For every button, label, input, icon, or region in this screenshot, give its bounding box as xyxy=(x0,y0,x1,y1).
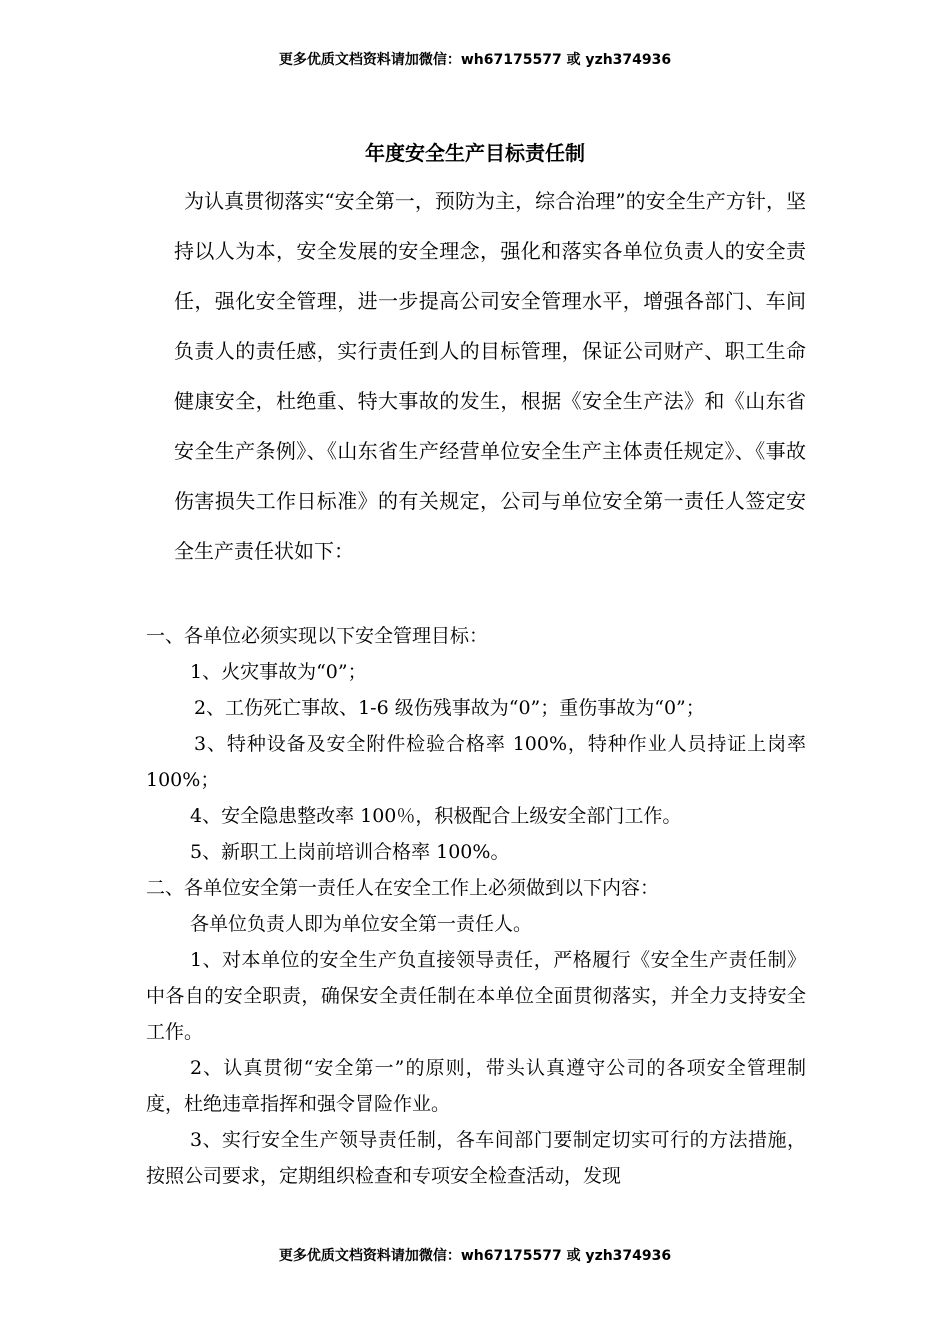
section2-item-2: 2、认真贯彻“安全第一”的原则，带头认真遵守公司的各项安全管理制度，杜绝违章指挥和强令冒险作业。 xyxy=(146,1057,806,1115)
footer-banner: 更多优质文档资料请加微信：wh67175577 或 yzh374936 xyxy=(278,1248,672,1264)
section1-heading: 一、各单位必须实现以下安全管理目标： xyxy=(146,625,489,647)
section2-heading: 二、各单位安全第一责任人在安全工作上必须做到以下内容： xyxy=(146,877,660,899)
document-body xyxy=(146,618,806,1194)
section2-item-3: 3、实行安全生产领导责任制，各车间部门要制定切实可行的方法措施，按照公司要求，定期组织检查和专项安全检查活动，发现 xyxy=(146,1129,806,1187)
document-title: 年度安全生产目标责任制 xyxy=(365,141,585,165)
section1-item-3: 3、特种设备及安全附件检验合格率 100%，特种作业人员持证上岗率 100%； xyxy=(146,733,806,791)
section1-item-4: 4、安全隐患整改率 100％，积极配合上级安全部门工作。 xyxy=(190,805,682,827)
section1-item-1: 1、火灾事故为“0”； xyxy=(190,661,367,683)
header-banner: 更多优质文档资料请加微信：wh67175577 或 yzh374936 xyxy=(278,52,672,68)
section1-item-5: 5、新职工上岗前培训合格率 100%。 xyxy=(190,841,510,863)
intro-paragraph xyxy=(174,176,806,576)
intro-text: 为认真贯彻落实“安全第一，预防为主，综合治理”的安全生产方针，坚持以人为本，安全发展的安全理念，强化和落实各单位负责人的安全责任，强化安全管理，进一步提高公司安全管理水平，增强各部门、车间负责人的责任感，实行责任到人的目标管理，保证公司财产、职工生命健康安全，杜绝重、特大事故的发生，根据《安全生产法》和《山东省安全生产条例》、《山东省生产经营单位安全生产主体责任规定》、《事故伤害损失工作日标准》的有关规定，公司与单位安全第一责任人签定安全生产责任状如下： xyxy=(174,189,806,563)
section1-item-2: 2、工伤死亡事故、1-6 级伤残事故为“0”；重伤事故为“0”； xyxy=(194,697,705,719)
section2-item-1: 1、对本单位的安全生产负直接领导责任，严格履行《安全生产责任制》中各自的安全职责，确保安全责任制在本单位全面贯彻落实，并全力支持安全工作。 xyxy=(146,949,806,1043)
section2-lead: 各单位负责人即为单位安全第一责任人。 xyxy=(190,913,533,935)
